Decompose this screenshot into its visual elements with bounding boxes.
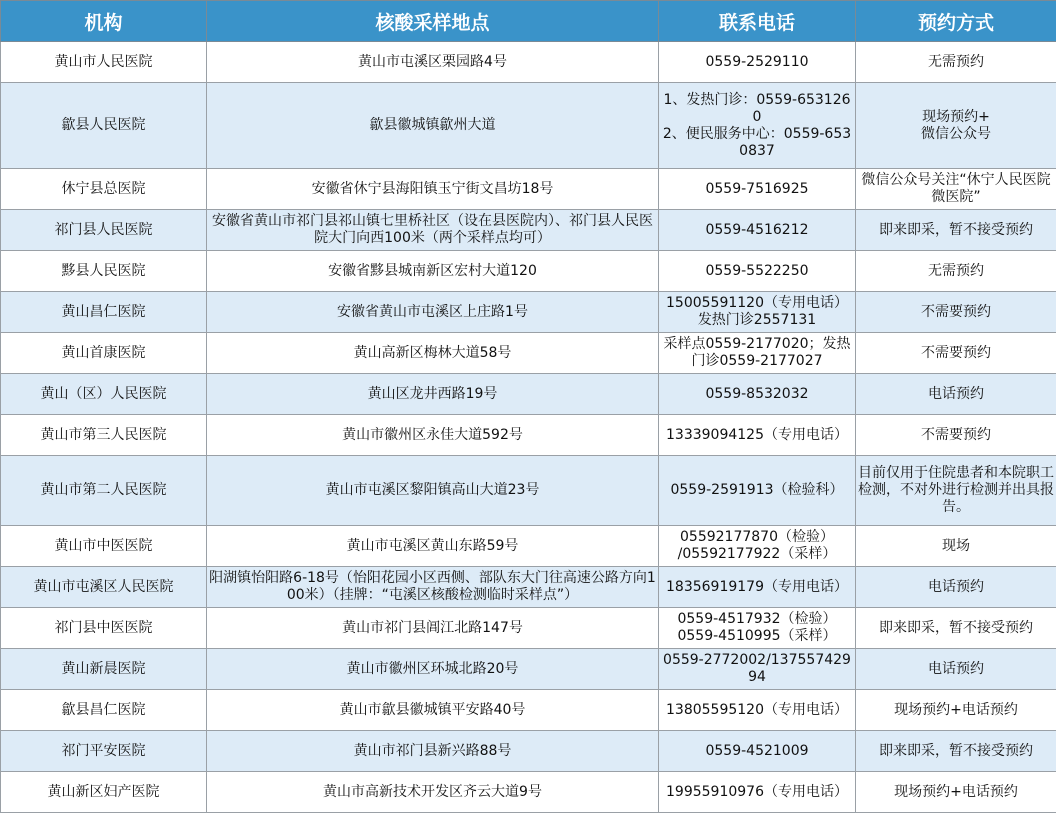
header-location: 核酸采样地点 — [207, 1, 659, 42]
location-cell: 黄山市歙县徽城镇平安路40号 — [207, 690, 659, 731]
org-cell: 祁门平安医院 — [1, 731, 207, 772]
phone-cell — [659, 333, 856, 374]
method-cell — [856, 772, 1056, 813]
phone-cell — [659, 251, 856, 292]
org-cell: 黄山市第二人民医院 — [1, 456, 207, 526]
method-cell — [856, 210, 1056, 251]
phone-cell — [659, 608, 856, 649]
org-cell: 祁门县中医医院 — [1, 608, 207, 649]
org-cell: 黄山（区）人民医院 — [1, 374, 207, 415]
table-row — [1, 456, 1056, 526]
location-cell: 安徽省休宁县海阳镇玉宁街文昌坊18号 — [207, 169, 659, 210]
method-cell-line: 现场 — [942, 537, 970, 554]
phone-cell-line: 2、便民服务中心：0559-6530837 — [662, 125, 852, 159]
method-cell — [856, 374, 1056, 415]
table-row — [1, 333, 1056, 374]
phone-cell-line: 05592177870（检验） — [680, 529, 834, 545]
method-cell — [856, 333, 1056, 374]
org-cell: 黄山首康医院 — [1, 333, 207, 374]
phone-cell-line: 0559-4516212 — [705, 221, 809, 238]
org-cell: 黄山市屯溪区人民医院 — [1, 567, 207, 608]
org-cell: 歙县昌仁医院 — [1, 690, 207, 731]
method-cell — [856, 169, 1056, 210]
table-row — [1, 526, 1056, 567]
method-cell-line: 不需要预约 — [921, 344, 991, 361]
table-row — [1, 169, 1056, 210]
org-cell: 黄山昌仁医院 — [1, 292, 207, 333]
table-row — [1, 374, 1056, 415]
phone-cell — [659, 731, 856, 772]
location-cell: 黄山高新区梅林大道58号 — [207, 333, 659, 374]
method-cell — [856, 456, 1056, 526]
phone-cell-line: 13805595120（专用电话） — [666, 701, 848, 718]
table-row — [1, 292, 1056, 333]
location-cell: 黄山市屯溪区栗园路4号 — [207, 42, 659, 83]
phone-cell-line: 0559-2772002/13755742994 — [663, 652, 851, 685]
method-cell-line: 即来即采，暂不接受预约 — [879, 221, 1033, 238]
table-row — [1, 690, 1056, 731]
org-cell: 祁门县人民医院 — [1, 210, 207, 251]
method-cell — [856, 42, 1056, 83]
method-cell-line: 无需预约 — [928, 53, 984, 70]
location-cell: 安徽省黄山市屯溪区上庄路1号 — [207, 292, 659, 333]
table-row — [1, 210, 1056, 251]
location-cell: 黄山市徽州区环城北路20号 — [207, 649, 659, 690]
method-cell-line: 不需要预约 — [921, 426, 991, 443]
location-cell: 黄山市屯溪区黄山东路59号 — [207, 526, 659, 567]
method-cell — [856, 415, 1056, 456]
location-cell: 黄山市祁门县新兴路88号 — [207, 731, 659, 772]
org-cell: 休宁县总医院 — [1, 169, 207, 210]
org-cell: 歙县人民医院 — [1, 83, 207, 169]
table-row — [1, 42, 1056, 83]
org-cell: 黟县人民医院 — [1, 251, 207, 292]
phone-cell-line: 18356919179（专用电话） — [666, 578, 848, 595]
header-phone: 联系电话 — [659, 1, 856, 42]
location-cell: 黄山市徽州区永佳大道592号 — [207, 415, 659, 456]
method-cell-line: 目前仅用于住院患者和本院职工检测，不对外进行检测并出具报告。 — [858, 465, 1054, 515]
method-cell-line: 电话预约 — [928, 660, 984, 677]
phone-cell-line: 0559-4510995（采样） — [677, 628, 837, 644]
method-cell-line: 现场预约+ — [922, 108, 990, 125]
phone-cell — [659, 169, 856, 210]
method-cell — [856, 608, 1056, 649]
location-cell: 安徽省黟县城南新区宏村大道120 — [207, 251, 659, 292]
table-header — [1, 1, 1056, 42]
method-cell-line: 无需预约 — [928, 262, 984, 279]
location-cell: 黄山市高新技术开发区齐云大道9号 — [207, 772, 659, 813]
location-cell: 黄山区龙井西路19号 — [207, 374, 659, 415]
method-cell-line: 电话预约 — [928, 578, 984, 595]
location-cell: 安徽省黄山市祁门县祁山镇七里桥社区（设在县医院内）、祁门县人民医院大门向西100米（两个采样点均可） — [207, 210, 659, 251]
phone-cell-line: 0559-8532032 — [705, 385, 809, 402]
phone-cell — [659, 415, 856, 456]
method-cell-line: 即来即采，暂不接受预约 — [879, 742, 1033, 759]
phone-cell — [659, 567, 856, 608]
phone-cell — [659, 210, 856, 251]
phone-cell-line: 0559-4517932（检验） — [677, 611, 837, 627]
phone-cell — [659, 772, 856, 813]
method-cell — [856, 526, 1056, 567]
phone-cell — [659, 83, 856, 169]
method-cell — [856, 731, 1056, 772]
phone-cell-line: 15005591120（专用电话） — [666, 295, 848, 311]
table-row — [1, 251, 1056, 292]
table-row — [1, 649, 1056, 690]
method-cell-line: 电话预约 — [928, 385, 984, 402]
phone-cell — [659, 526, 856, 567]
header-method: 预约方式 — [856, 1, 1056, 42]
phone-cell — [659, 690, 856, 731]
org-cell: 黄山市人民医院 — [1, 42, 207, 83]
org-cell: 黄山市第三人民医院 — [1, 415, 207, 456]
location-cell: 黄山市祁门县阊江北路147号 — [207, 608, 659, 649]
table-row — [1, 608, 1056, 649]
phone-cell-line: 1、发热门诊：0559-6531260 — [663, 91, 851, 125]
phone-cell — [659, 292, 856, 333]
table-body — [1, 42, 1056, 813]
phone-cell-line: 19955910976（专用电话） — [666, 783, 848, 800]
org-cell: 黄山新晨医院 — [1, 649, 207, 690]
method-cell-line: 不需要预约 — [921, 303, 991, 320]
org-cell: 黄山市中医医院 — [1, 526, 207, 567]
phone-cell-line: /05592177922（采样） — [677, 546, 837, 562]
phone-cell-line: 0559-2529110 — [705, 53, 809, 70]
method-cell — [856, 567, 1056, 608]
location-cell: 歙县徽城镇歙州大道 — [207, 83, 659, 169]
method-cell-line: 现场预约+电话预约 — [894, 701, 1018, 718]
phone-cell-line: 发热门诊2557131 — [697, 312, 817, 328]
phone-cell — [659, 456, 856, 526]
phone-cell-line: 0559-4521009 — [705, 742, 809, 759]
phone-cell — [659, 649, 856, 690]
table-row — [1, 731, 1056, 772]
method-cell — [856, 292, 1056, 333]
header-row — [1, 1, 1056, 42]
phone-cell-line: 13339094125（专用电话） — [666, 426, 848, 443]
org-cell: 黄山新区妇产医院 — [1, 772, 207, 813]
method-cell-line: 微信公众号关注“休宁人民医院微医院” — [861, 172, 1051, 205]
location-cell: 黄山市屯溪区黎阳镇高山大道23号 — [207, 456, 659, 526]
phone-cell — [659, 374, 856, 415]
method-cell-line: 现场预约+电话预约 — [894, 783, 1018, 800]
table-row — [1, 567, 1056, 608]
method-cell — [856, 251, 1056, 292]
header-org: 机构 — [1, 1, 207, 42]
method-cell — [856, 690, 1056, 731]
method-cell-line: 微信公众号 — [921, 125, 991, 142]
phone-cell-line: 0559-2591913（检验科） — [670, 482, 844, 498]
method-cell — [856, 83, 1056, 169]
location-cell: 阳湖镇怡阳路6-18号（怡阳花园小区西侧、部队东大门往高速公路方向100米）（挂牌：“屯溪区核酸检测临时采样点”） — [207, 567, 659, 608]
table-row — [1, 83, 1056, 169]
phone-cell-line: 0559-5522250 — [705, 262, 809, 279]
table-row — [1, 772, 1056, 813]
phone-cell — [659, 42, 856, 83]
method-cell-line: 即来即采，暂不接受预约 — [879, 619, 1033, 636]
table-row — [1, 415, 1056, 456]
phone-cell-line: 0559-7516925 — [705, 180, 809, 197]
phone-cell-line: 采样点0559-2177020；发热门诊0559-2177027 — [663, 336, 851, 369]
method-cell — [856, 649, 1056, 690]
